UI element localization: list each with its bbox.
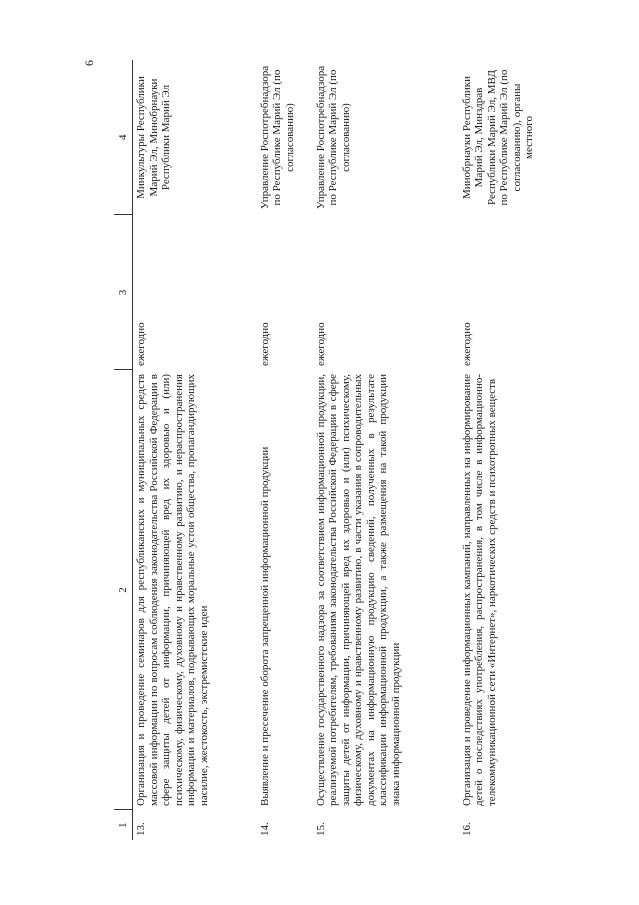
row-number: 15.	[314, 822, 327, 836]
header-col-2: 2	[114, 370, 133, 810]
table-header-row	[114, 60, 133, 840]
measures-table	[114, 60, 542, 840]
header-col-3: 3	[114, 215, 133, 370]
header-col-4: 4	[114, 60, 133, 215]
row-description: Организация и проведение информационных кампаний, направленных на информирование детей о последствиях употребления, распространения, в том числе в информационно-телекоммуникационной сети «Интернет», наркотических средств и психотропных веществ	[460, 374, 498, 806]
table-row	[313, 60, 459, 840]
page-number: 6	[82, 60, 96, 66]
row-term: ежегодно	[314, 322, 327, 366]
rotated-table-sheet	[114, 60, 546, 840]
table-row	[133, 60, 257, 840]
row-description: Выявление и пресечение оборота запрещенной информационной продукции	[258, 446, 271, 806]
row-description: Осуществление государственного надзора за соответствием информационной продукции, реализуемой потребителям, требованиям законодательства Российской Федерации в сфере защиты детей от информации, причиняющей вред их здоровью и (или) психическому, физическому, духовному и нравственному развитию, в части указания в сопроводительных документах на информационную продукцию сведений, полученных в результате классификации информационной продукции, а также размещения на такой продукции знака информационной продукции	[314, 374, 402, 806]
row-number: 14.	[258, 822, 271, 836]
row-executor: Управление Роспотребнадзора по Республике Марий Эл (по согласованию)	[314, 65, 352, 210]
row-description: Организация и проведение семинаров для республиканских и муниципальных средств массовой информации по вопросам соблюдения законодательства Российской Федерации в сфере защиты детей от информации, причиняющей вред их здоровью и (или) психическому, физическому, духовному и нравственному развитию, и нераспространения информации и материалов, подрывающих моральные устои общества, пропагандирующих насилие, жестокость, экстремистские идеи	[135, 374, 210, 806]
table-row	[257, 60, 313, 840]
row-term: ежегодно	[460, 322, 473, 366]
header-col-1: 1	[114, 810, 133, 840]
row-number: 16.	[460, 822, 473, 836]
row-term: ежегодно	[135, 322, 147, 366]
row-executor: Минкультуры Республики Марий Эл, Минобрнауки Республики Марий Эл	[135, 76, 172, 199]
row-executor: Управление Роспотребнадзора по Республике Марий Эл (по согласованию)	[258, 65, 296, 210]
row-executor: Минобрнауки Республики Марий Эл, Минздрав Республики Марий Эл, МВД по Республике Марий Эл (по согласованию), органы местного	[460, 69, 535, 206]
row-number: 13.	[135, 822, 147, 836]
table-row	[459, 60, 542, 840]
row-term: ежегодно	[258, 322, 271, 366]
